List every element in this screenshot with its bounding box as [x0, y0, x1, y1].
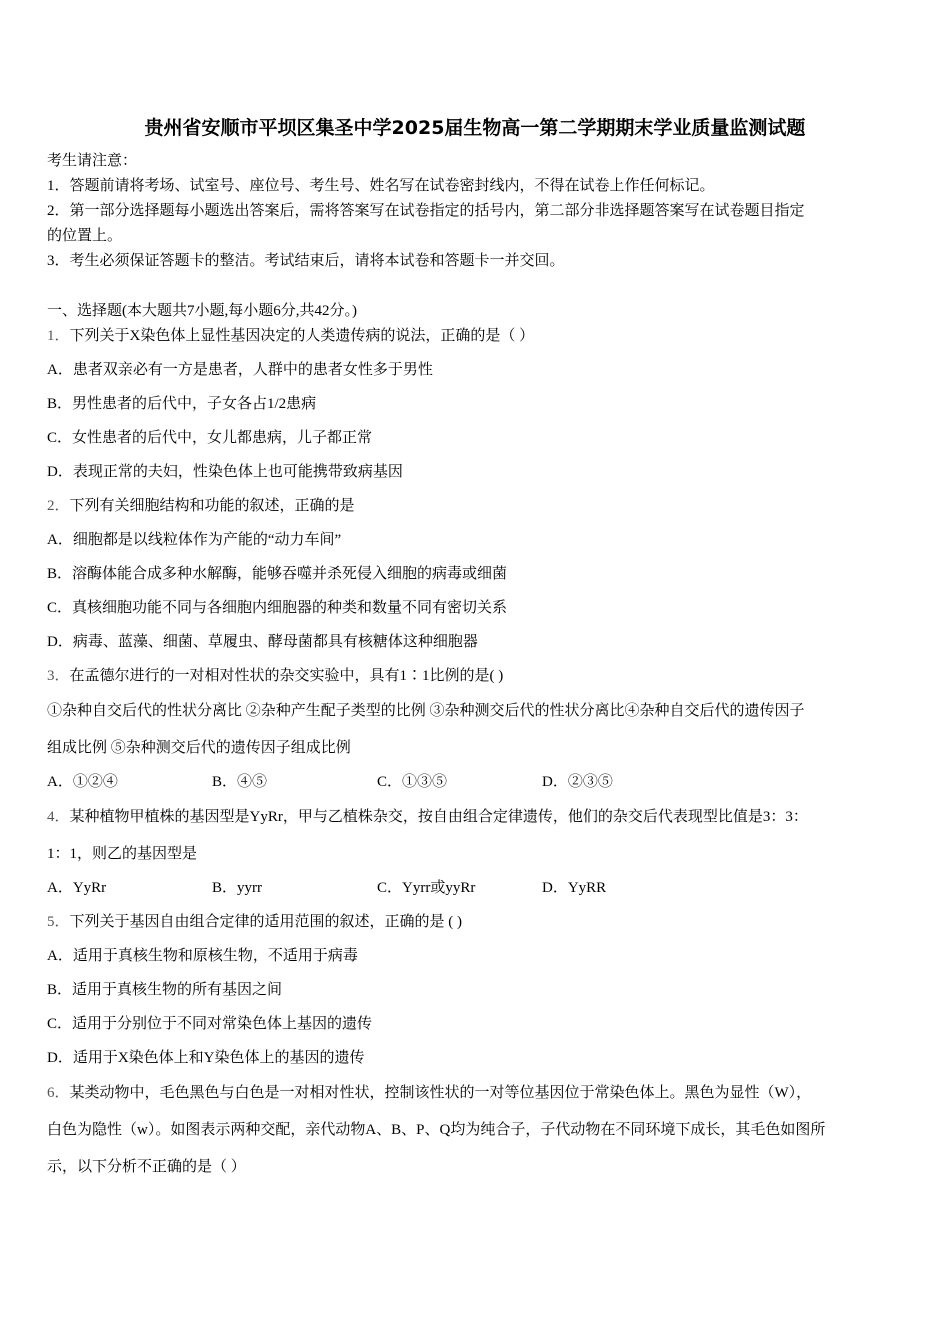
question-stem: 下列关于X染色体上显性基因决定的人类遗传病的说法，正确的是（ ）: [69, 328, 535, 344]
question-3: [47, 666, 503, 686]
notice-item-3: 3．考生必须保证答题卡的整洁。考试结束后，请将本试卷和答题卡一并交回。: [47, 253, 565, 269]
notice-item-1: 1．答题前请将考场、试室号、座位号、考生号、姓名写在试卷密封线内，不得在试卷上作任何标记。: [47, 178, 715, 194]
q5-option-a: A．适用于真核生物和原核生物，不适用于病毒: [47, 948, 358, 964]
q3-items-line-2: 组成比例 ⑤杂种测交后代的遗传因子组成比例: [47, 740, 351, 756]
question-1: [47, 326, 534, 346]
question-stem: 在孟德尔进行的一对相对性状的杂交实验中，具有1∶1比例的是( ): [69, 668, 504, 684]
q5-option-c: C．适用于分别位于不同对常染色体上基因的遗传: [47, 1016, 373, 1032]
section-heading: 一、选择题(本大题共7小题,每小题6分,共42分。): [47, 303, 357, 319]
question-number: 4．: [47, 809, 70, 825]
question-number: 6．: [47, 1085, 70, 1101]
q6-stem-line-2: 白色为隐性（w）。如图表示两种交配，亲代动物A、B、P、Q均为纯合子，子代动物在不同环境下成长，其毛色如图所: [47, 1122, 826, 1138]
q2-option-d: D．病毒、蓝藻、细菌、草履虫、酵母菌都具有核糖体这种细胞器: [47, 634, 478, 650]
q2-option-a: A．细胞都是以线粒体作为产能的“动力车间”: [47, 532, 342, 548]
q4-choices: [47, 878, 907, 898]
q1-option-b: B．男性患者的后代中，子女各占1/2患病: [47, 396, 317, 412]
q2-option-c: C．真核细胞功能不同与各细胞内细胞器的种类和数量不同有密切关系: [47, 600, 508, 616]
question-stem: 下列有关细胞结构和功能的叙述，正确的是: [69, 498, 355, 514]
q3-items-line-1: ①杂种自交后代的性状分离比 ②杂种产生配子类型的比例 ③杂种测交后代的性状分离比④杂种自交后代的遗传因子: [47, 703, 805, 719]
q3-choice-d: D．②③⑤: [542, 774, 613, 790]
q4-choice-d: D．YyRR: [542, 880, 607, 896]
q3-choice-c: C．①③⑤: [377, 774, 448, 790]
q4-choice-b: B．yyrr: [212, 880, 262, 896]
question-number: 1．: [47, 328, 70, 344]
q1-option-d: D．表现正常的夫妇，性染色体上也可能携带致病基因: [47, 464, 403, 480]
notice-heading: 考生请注意：: [47, 153, 138, 169]
q5-option-b: B．适用于真核生物的所有基因之间: [47, 982, 283, 998]
question-number: 3．: [47, 668, 70, 684]
question-5: [47, 912, 462, 932]
question-stem: 某种植物甲植株的基因型是YyRr，甲与乙植株杂交，按自由组合定律遗传，他们的杂交后代表现型比值是3：3：: [69, 809, 808, 825]
question-2: [47, 496, 355, 516]
question-stem: 下列关于基因自由组合定律的适用范围的叙述，正确的是 ( ): [69, 914, 463, 930]
q5-option-d: D．适用于X染色体上和Y染色体上的基因的遗传: [47, 1050, 365, 1066]
notice-item-2-cont: 的位置上。: [47, 228, 123, 244]
question-4: [47, 807, 808, 827]
q4-choice-a: A．YyRr: [47, 880, 107, 896]
q4-choice-c: C．Yyrr或yyRr: [377, 880, 476, 896]
page-title: 贵州省安顺市平坝区集圣中学2025届生物高一第二学期期末学业质量监测试题: [144, 117, 806, 139]
q6-stem-line-3: 示，以下分析不正确的是（ ）: [47, 1159, 246, 1175]
notice-item-2: 2．第一部分选择题每小题选出答案后，需将答案写在试卷指定的括号内，第二部分非选择题答案写在试卷题目指定: [47, 203, 805, 219]
q3-choice-b: B．④⑤: [212, 774, 268, 790]
question-stem: 某类动物中，毛色黑色与白色是一对相对性状，控制该性状的一对等位基因位于常染色体上。黑色为显性（W），: [69, 1085, 812, 1101]
q1-option-c: C．女性患者的后代中，女儿都患病，儿子都正常: [47, 430, 373, 446]
q3-choices: [47, 772, 907, 792]
question-6: [47, 1083, 811, 1103]
q1-option-a: A．患者双亲必有一方是患者，人群中的患者女性多于男性: [47, 362, 433, 378]
question-number: 5．: [47, 914, 70, 930]
question-number: 2．: [47, 498, 70, 514]
q3-choice-a: A．①②④: [47, 774, 118, 790]
q2-option-b: B．溶酶体能合成多种水解酶，能够吞噬并杀死侵入细胞的病毒或细菌: [47, 566, 508, 582]
q4-stem-cont: 1：1，则乙的基因型是: [47, 846, 198, 862]
